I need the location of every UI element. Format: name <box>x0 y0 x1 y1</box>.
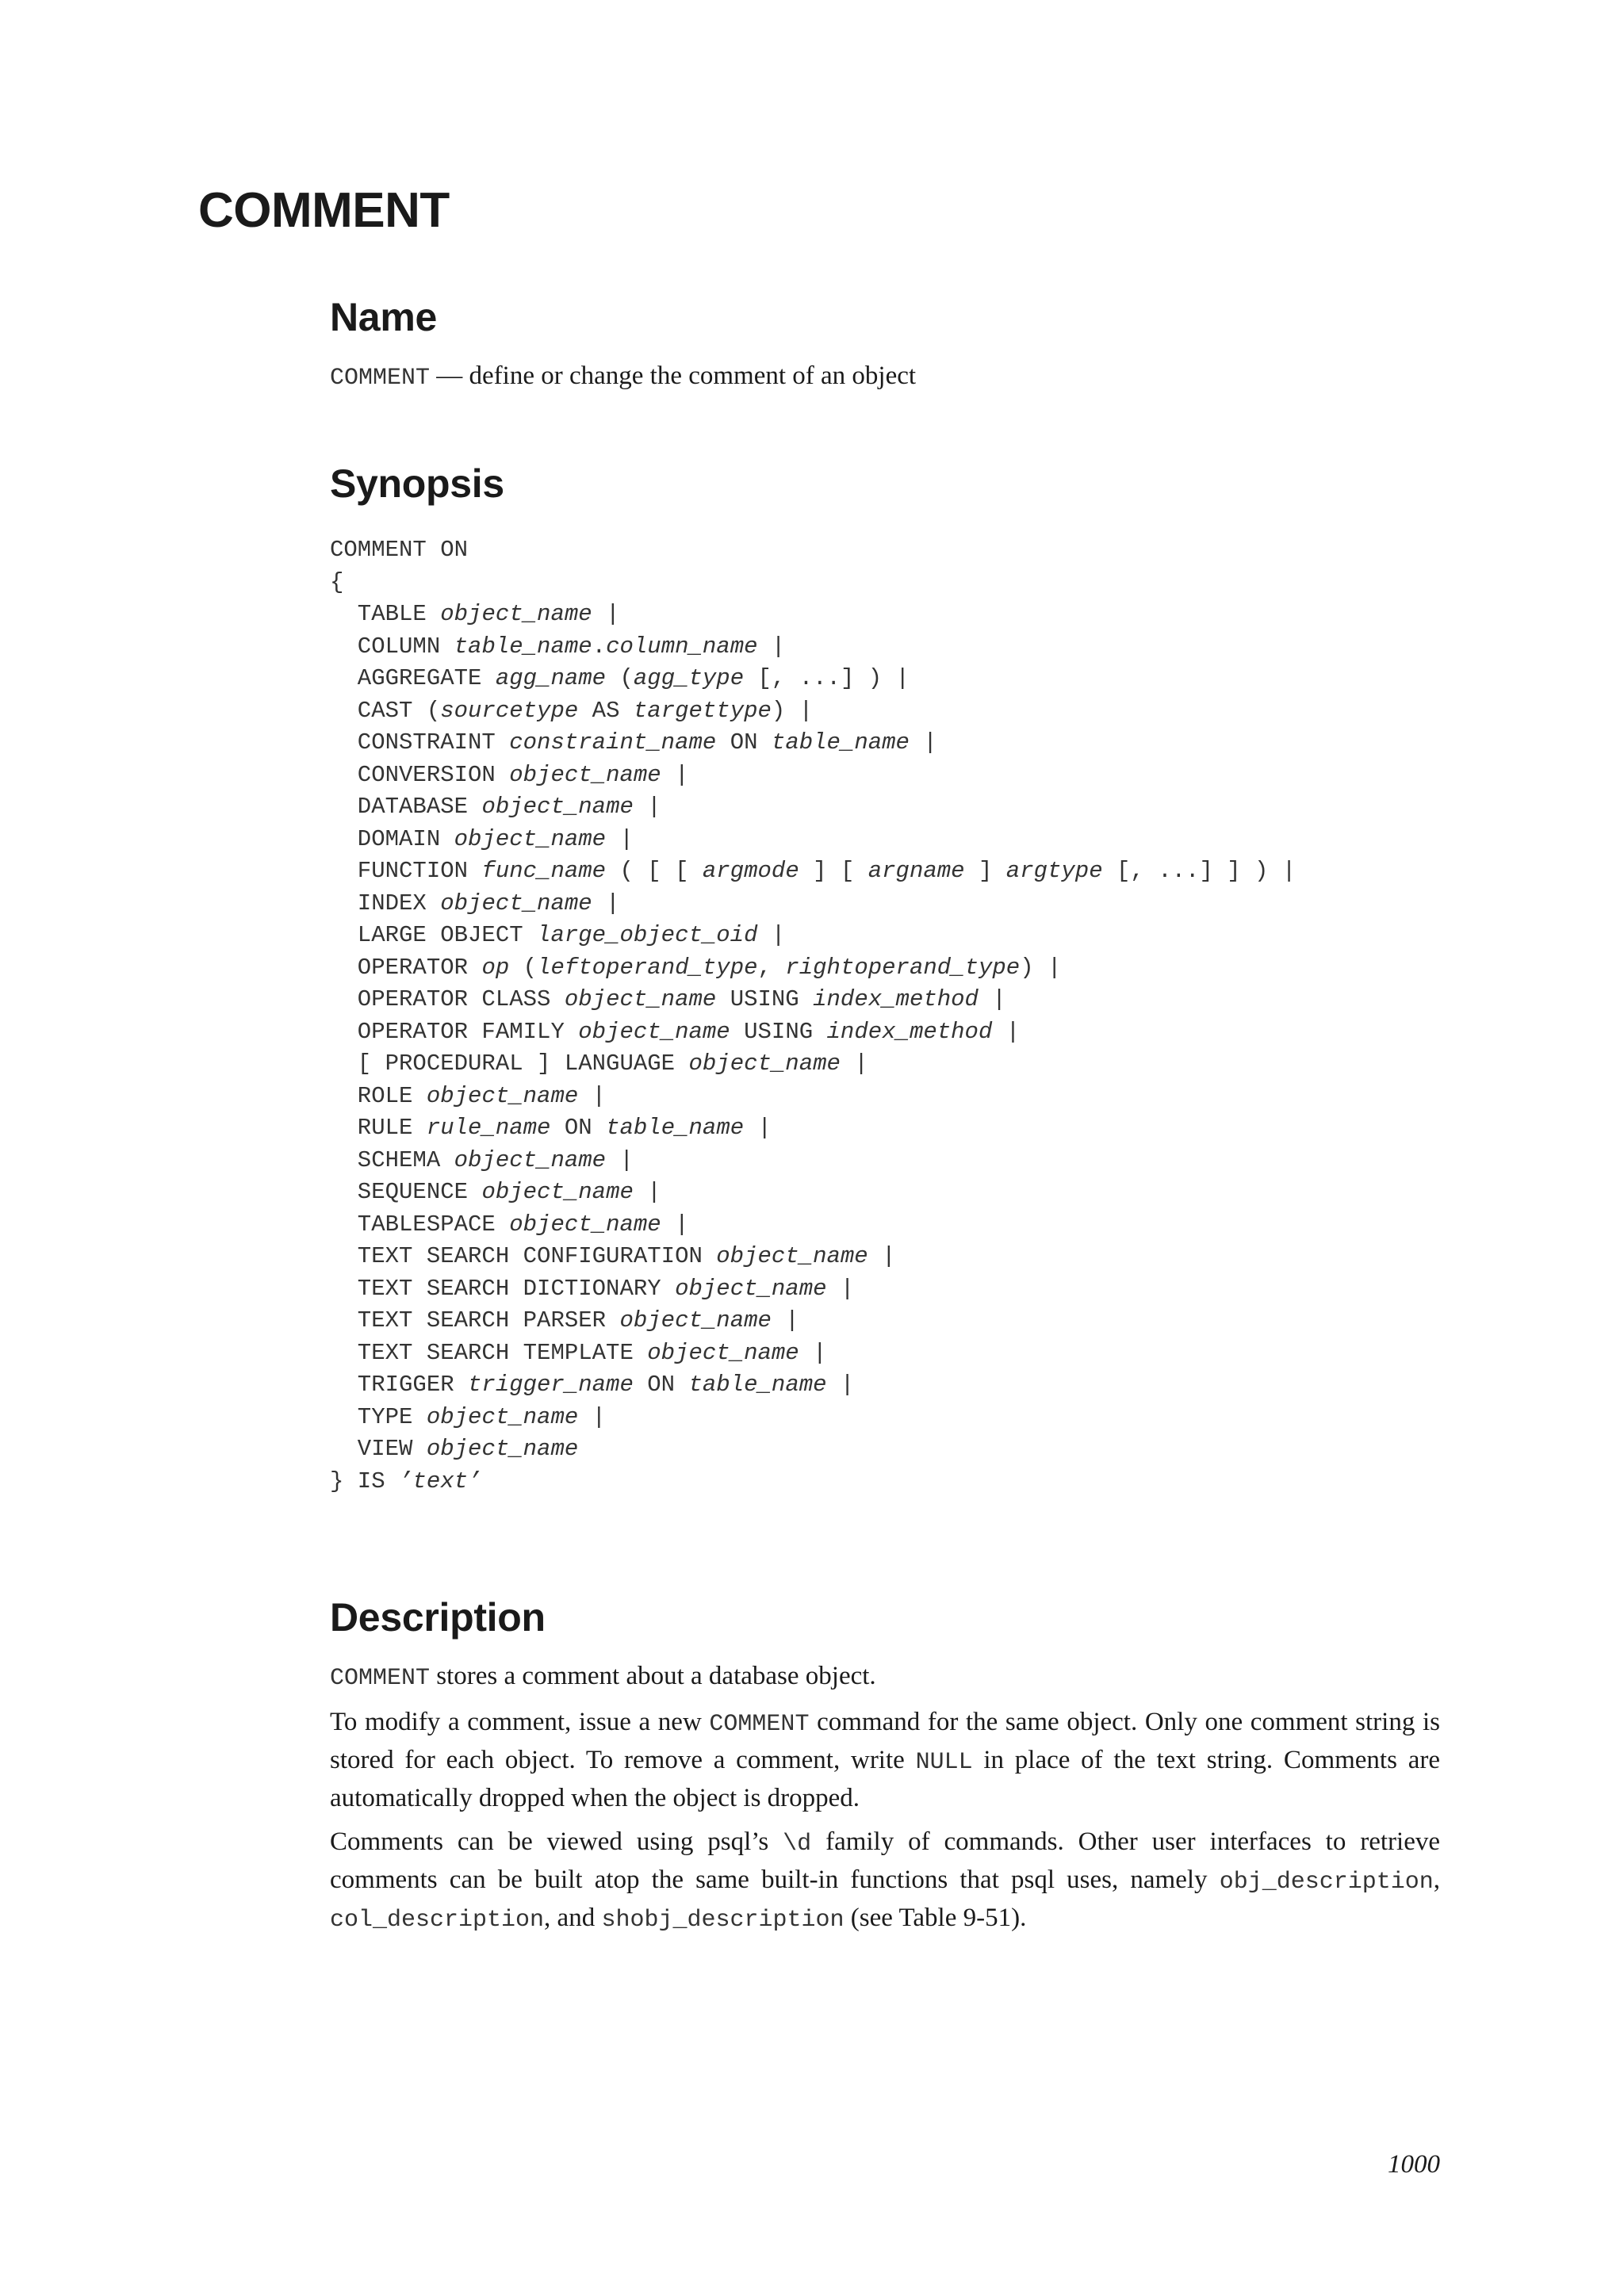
paragraph-text: , and <box>544 1904 602 1932</box>
synopsis-keyword: ROLE <box>330 1082 427 1109</box>
synopsis-placeholder: object_name <box>688 1050 841 1077</box>
synopsis-keyword: VIEW <box>330 1436 427 1462</box>
synopsis-keyword: | <box>826 1275 855 1302</box>
synopsis-keyword: DOMAIN <box>330 825 454 852</box>
synopsis-keyword: AGGREGATE <box>330 665 496 691</box>
synopsis-line <box>330 1273 1296 1306</box>
synopsis-placeholder: op <box>481 954 510 981</box>
synopsis-placeholder: sourcetype <box>440 697 579 724</box>
synopsis-keyword: SEQUENCE <box>330 1179 482 1205</box>
synopsis-keyword: | <box>578 1403 607 1430</box>
synopsis-section <box>330 460 1440 1494</box>
description-heading: Description <box>330 1595 546 1640</box>
synopsis-line <box>330 1016 1296 1049</box>
synopsis-keyword: | <box>826 1372 855 1398</box>
synopsis-placeholder: leftoperand_type <box>537 954 758 981</box>
synopsis-keyword: | <box>771 1307 799 1334</box>
synopsis-keyword: OPERATOR <box>330 954 482 981</box>
synopsis-keyword: TEXT SEARCH DICTIONARY <box>330 1275 676 1302</box>
synopsis-keyword: TABLESPACE <box>330 1211 510 1238</box>
synopsis-placeholder: object_name <box>426 1436 579 1462</box>
synopsis-placeholder: table_name <box>454 633 592 660</box>
name-command: COMMENT <box>330 365 431 392</box>
synopsis-keyword: . <box>592 633 607 660</box>
inline-code: shobj_description <box>601 1907 845 1934</box>
synopsis-placeholder: table_name <box>771 729 910 756</box>
synopsis-placeholder: object_name <box>564 986 717 1012</box>
synopsis-keyword: TYPE <box>330 1403 427 1430</box>
synopsis-placeholder: object_name <box>716 1243 868 1269</box>
synopsis-line <box>330 1337 1296 1370</box>
synopsis-placeholder: object_name <box>509 761 661 788</box>
synopsis-placeholder: targettype <box>633 697 772 724</box>
page-title: COMMENT <box>198 183 450 238</box>
description-body <box>330 1659 1440 1938</box>
synopsis-keyword: | <box>592 601 620 627</box>
synopsis-line <box>330 791 1296 824</box>
synopsis-line <box>330 1081 1296 1113</box>
description-section <box>330 1594 1441 1934</box>
synopsis-placeholder: table_name <box>606 1115 745 1141</box>
synopsis-keyword: OPERATOR FAMILY <box>330 1018 579 1045</box>
synopsis-keyword: ( <box>509 954 538 981</box>
synopsis-line <box>330 984 1296 1016</box>
synopsis-keyword: | <box>744 1115 772 1141</box>
synopsis-placeholder: trigger_name <box>468 1372 634 1398</box>
paragraph-text: in place of the text string. Comments are automatically dropped when the object is dropped. <box>330 1746 1440 1812</box>
synopsis-keyword: | <box>578 1082 607 1109</box>
synopsis-keyword: TEXT SEARCH PARSER <box>330 1307 620 1334</box>
synopsis-keyword: AS <box>578 697 634 724</box>
synopsis-placeholder: index_method <box>813 986 979 1012</box>
synopsis-line <box>330 920 1296 952</box>
synopsis-placeholder: object_name <box>619 1307 772 1334</box>
synopsis-keyword: | <box>592 890 620 916</box>
synopsis-placeholder: agg_type <box>633 665 745 691</box>
synopsis-code-block <box>330 534 1296 1498</box>
synopsis-keyword: ) | <box>771 697 814 724</box>
synopsis-placeholder: ’text’ <box>399 1468 482 1494</box>
synopsis-line <box>330 1402 1296 1434</box>
synopsis-keyword: LARGE OBJECT <box>330 922 538 948</box>
name-line <box>330 358 916 396</box>
synopsis-keyword: | <box>633 1179 661 1205</box>
description-paragraph-3 <box>330 1824 1440 1938</box>
synopsis-placeholder: argtype <box>1005 858 1103 884</box>
synopsis-keyword: TEXT SEARCH CONFIGURATION <box>330 1243 717 1269</box>
synopsis-line <box>330 1433 1296 1466</box>
page-number: 1000 <box>1388 2150 1440 2179</box>
paragraph-text: command for the same object. Only one comment string is stored for each object. To remove a comment, write <box>330 1708 1440 1774</box>
paragraph-text: stores a comment about a database object. <box>430 1662 876 1690</box>
inline-code: obj_description <box>1219 1869 1434 1896</box>
synopsis-placeholder: object_name <box>454 1146 607 1173</box>
synopsis-keyword: | <box>799 1339 827 1366</box>
synopsis-placeholder: column_name <box>606 633 758 660</box>
synopsis-placeholder: object_name <box>675 1275 827 1302</box>
paragraph-text: (see Table 9-51). <box>844 1904 1027 1932</box>
paragraph-text: To modify a comment, issue a new <box>330 1708 710 1736</box>
synopsis-line <box>330 952 1296 985</box>
synopsis-keyword: RULE <box>330 1115 427 1141</box>
synopsis-keyword: ( [ [ <box>606 858 703 884</box>
name-section <box>330 293 1440 392</box>
synopsis-placeholder: func_name <box>481 858 607 884</box>
synopsis-line <box>330 534 1296 567</box>
synopsis-keyword: CONSTRAINT <box>330 729 510 756</box>
synopsis-keyword: | <box>868 1243 896 1269</box>
synopsis-keyword: COLUMN <box>330 633 454 660</box>
paragraph-text: , <box>1433 1866 1440 1894</box>
synopsis-placeholder: rule_name <box>426 1115 551 1141</box>
synopsis-line <box>330 855 1296 888</box>
synopsis-line <box>330 567 1296 599</box>
description-paragraph-1 <box>330 1659 1440 1697</box>
synopsis-keyword: | <box>757 922 786 948</box>
synopsis-line <box>330 727 1296 760</box>
synopsis-heading: Synopsis <box>330 461 504 506</box>
synopsis-keyword: INDEX <box>330 890 441 916</box>
synopsis-placeholder: argmode <box>702 858 799 884</box>
synopsis-line <box>330 1305 1296 1337</box>
synopsis-keyword: OPERATOR CLASS <box>330 986 565 1012</box>
synopsis-keyword: [, ...] ] ) | <box>1102 858 1297 884</box>
inline-code: NULL <box>915 1749 973 1776</box>
synopsis-keyword: { <box>330 568 344 595</box>
synopsis-keyword: | <box>661 1211 689 1238</box>
inline-code: COMMENT <box>709 1711 810 1738</box>
synopsis-keyword: FUNCTION <box>330 858 482 884</box>
synopsis-keyword: | <box>606 1146 634 1173</box>
synopsis-keyword: ] [ <box>799 858 868 884</box>
synopsis-keyword: COMMENT ON <box>330 537 469 563</box>
synopsis-placeholder: object_name <box>454 825 607 852</box>
synopsis-keyword: ON <box>633 1372 689 1398</box>
synopsis-line <box>330 599 1296 631</box>
synopsis-keyword: | <box>992 1018 1021 1045</box>
synopsis-line <box>330 888 1296 920</box>
name-summary: — define or change the comment of an object <box>430 362 917 390</box>
synopsis-keyword: | <box>978 986 1006 1012</box>
synopsis-placeholder: table_name <box>688 1372 827 1398</box>
synopsis-keyword: | <box>606 825 634 852</box>
synopsis-placeholder: object_name <box>578 1018 730 1045</box>
inline-code: COMMENT <box>330 1665 431 1692</box>
synopsis-keyword: } IS <box>330 1468 400 1494</box>
synopsis-keyword: DATABASE <box>330 794 482 820</box>
synopsis-placeholder: object_name <box>647 1339 799 1366</box>
synopsis-keyword: ( <box>606 665 634 691</box>
synopsis-keyword: ON <box>716 729 772 756</box>
synopsis-keyword: TRIGGER <box>330 1372 469 1398</box>
synopsis-keyword: | <box>661 761 689 788</box>
synopsis-keyword: [, ...] ) | <box>744 665 910 691</box>
synopsis-line <box>330 1145 1296 1177</box>
synopsis-line <box>330 631 1296 664</box>
synopsis-line <box>330 695 1296 728</box>
synopsis-placeholder: object_name <box>440 601 592 627</box>
synopsis-keyword: ) | <box>1020 954 1062 981</box>
synopsis-keyword: | <box>840 1050 868 1077</box>
synopsis-keyword: [ PROCEDURAL ] LANGUAGE <box>330 1050 689 1077</box>
synopsis-line <box>330 663 1296 695</box>
synopsis-placeholder: agg_name <box>495 665 607 691</box>
synopsis-line <box>330 760 1296 792</box>
synopsis-placeholder: object_name <box>440 890 592 916</box>
inline-code: \d <box>783 1831 812 1858</box>
inline-code: col_description <box>330 1907 545 1934</box>
synopsis-line <box>330 1241 1296 1273</box>
synopsis-keyword: ON <box>550 1115 607 1141</box>
synopsis-keyword: TABLE <box>330 601 441 627</box>
synopsis-keyword: TEXT SEARCH TEMPLATE <box>330 1339 648 1366</box>
synopsis-line <box>330 1112 1296 1145</box>
description-paragraph-2 <box>330 1705 1440 1816</box>
synopsis-keyword: CONVERSION <box>330 761 510 788</box>
synopsis-keyword: CAST ( <box>330 697 441 724</box>
synopsis-placeholder: index_method <box>826 1018 993 1045</box>
synopsis-placeholder: constraint_name <box>509 729 717 756</box>
synopsis-keyword: | <box>633 794 661 820</box>
synopsis-line <box>330 1048 1296 1081</box>
synopsis-placeholder: large_object_oid <box>537 922 758 948</box>
synopsis-line <box>330 1177 1296 1209</box>
synopsis-line <box>330 1209 1296 1242</box>
synopsis-placeholder: object_name <box>481 1179 634 1205</box>
paragraph-text: family of commands. Other user interfaces to retrieve comments can be built atop the same built-in functions that psql uses, namely <box>330 1827 1441 1894</box>
synopsis-placeholder: object_name <box>426 1403 579 1430</box>
synopsis-line <box>330 1466 1296 1498</box>
synopsis-keyword: SCHEMA <box>330 1146 454 1173</box>
synopsis-keyword: USING <box>730 1018 827 1045</box>
synopsis-keyword: ] <box>964 858 1006 884</box>
synopsis-placeholder: argname <box>868 858 965 884</box>
synopsis-line <box>330 1369 1296 1402</box>
synopsis-placeholder: rightoperand_type <box>785 954 1021 981</box>
name-heading: Name <box>330 295 437 339</box>
synopsis-keyword: , <box>757 954 786 981</box>
synopsis-keyword: USING <box>716 986 814 1012</box>
synopsis-keyword: | <box>757 633 786 660</box>
synopsis-placeholder: object_name <box>509 1211 661 1238</box>
synopsis-line <box>330 824 1296 856</box>
synopsis-placeholder: object_name <box>481 794 634 820</box>
paragraph-text: Comments can be viewed using psql’s <box>330 1827 783 1856</box>
synopsis-keyword: | <box>909 729 937 756</box>
synopsis-placeholder: object_name <box>426 1082 579 1109</box>
